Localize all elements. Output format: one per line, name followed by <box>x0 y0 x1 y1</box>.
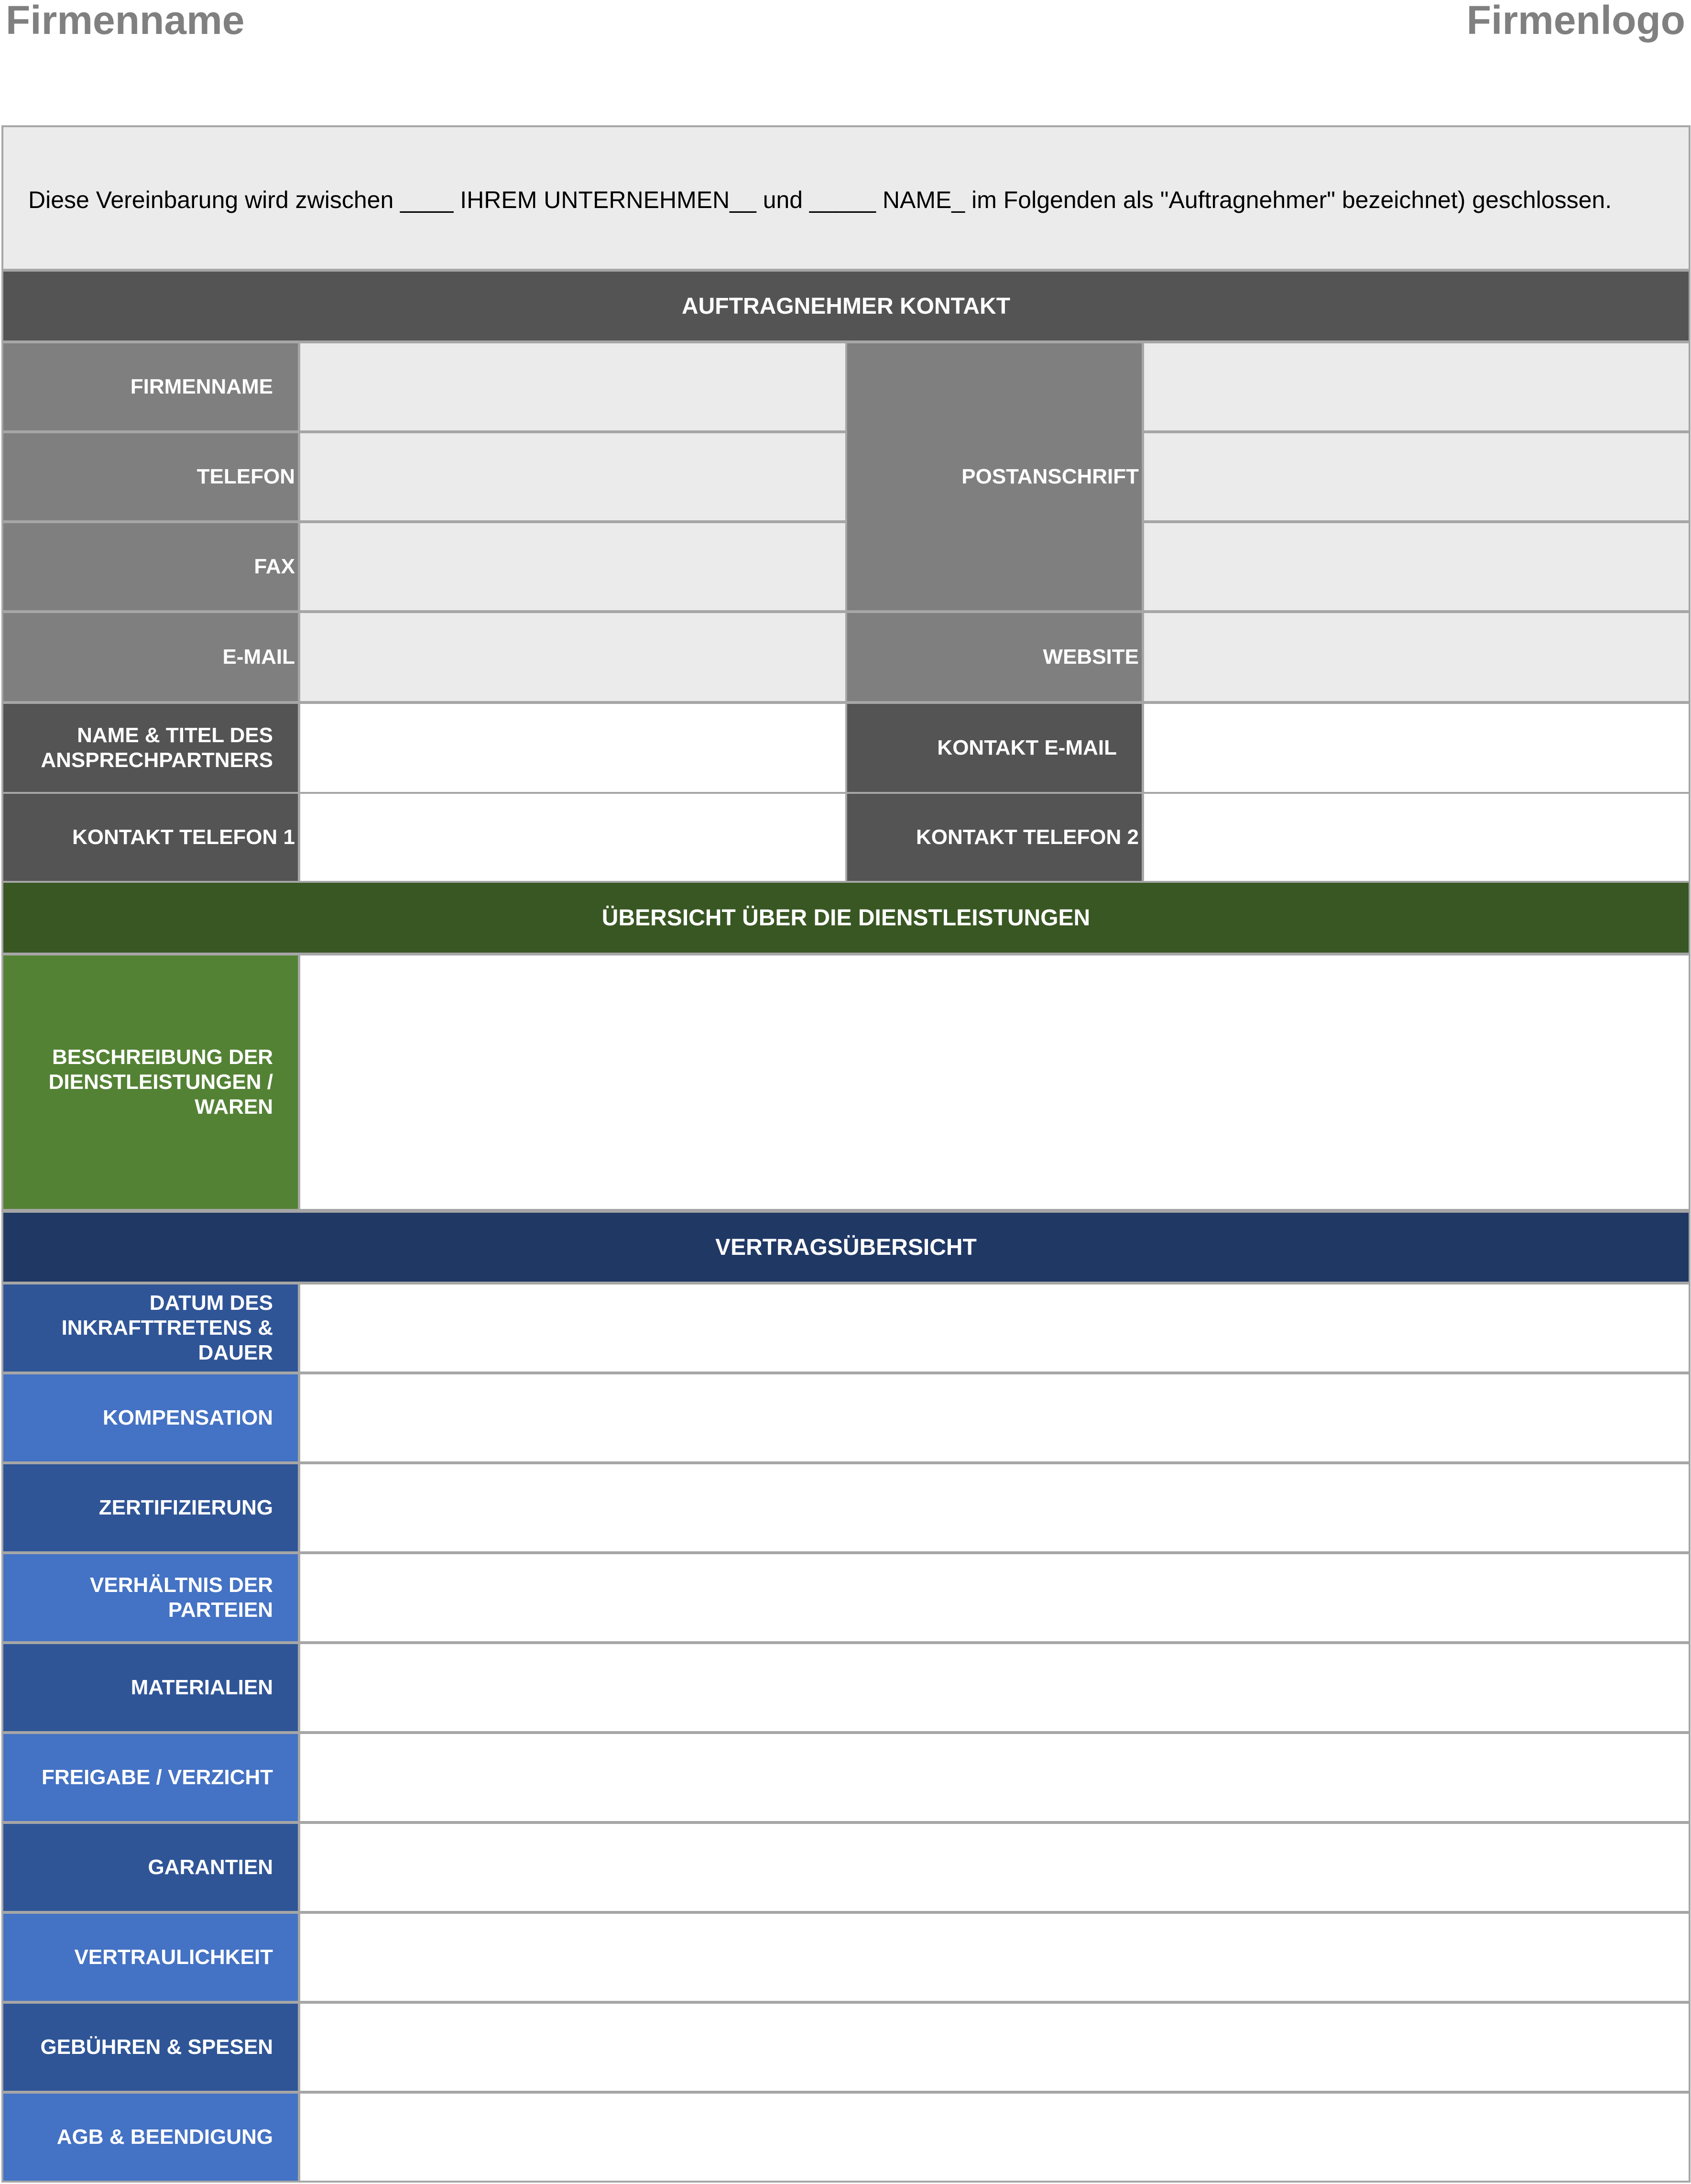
postanschrift-line-1[interactable] <box>1142 341 1691 432</box>
kontakt-telefon-2-field[interactable] <box>1142 792 1691 883</box>
telefon-field[interactable] <box>298 431 847 522</box>
email-field[interactable] <box>298 611 847 703</box>
contract-row-field[interactable] <box>298 1912 1691 2003</box>
contract-row-field[interactable] <box>298 2002 1691 2093</box>
contract-row-label: KOMPENSATION <box>1 1372 300 1463</box>
postanschrift-label: POSTANSCHRIFT <box>845 341 1144 612</box>
contract-row-label: VERHÄLTNIS DER PARTEIEN <box>1 1552 300 1643</box>
company-logo: Firmenlogo <box>1466 0 1685 43</box>
contract-row-label: GARANTIEN <box>1 1822 300 1913</box>
contract-row-field[interactable] <box>298 2092 1691 2183</box>
contract-row-label: DATUM DES INKRAFTTRETENS & DAUER <box>1 1283 300 1373</box>
contact-section-banner: AUFTRAGNEHMER KONTAKT <box>1 270 1691 342</box>
firmenname-field[interactable] <box>298 341 847 432</box>
company-name: Firmenname <box>6 0 245 43</box>
contract-row-field[interactable] <box>298 1372 1691 1463</box>
contract-row-field[interactable] <box>298 1822 1691 1913</box>
contract-row-field[interactable] <box>298 1732 1691 1823</box>
services-section-banner: ÜBERSICHT ÜBER DIE DIENSTLEISTUNGEN <box>1 881 1691 955</box>
contract-row-label: GEBÜHREN & SPESEN <box>1 2002 300 2093</box>
services-description-field[interactable] <box>298 954 1691 1211</box>
email-label: E-MAIL <box>1 611 300 703</box>
contract-row-label: MATERIALIEN <box>1 1642 300 1733</box>
ansprechpartner-label: NAME & TITEL DES ANSPRECHPARTNERS <box>1 702 300 794</box>
kontakt-telefon-1-field[interactable] <box>298 792 847 883</box>
contract-row-field[interactable] <box>298 1283 1691 1373</box>
contract-row-label: ZERTIFIZIERUNG <box>1 1462 300 1553</box>
kontakt-email-label: KONTAKT E-MAIL <box>845 702 1144 794</box>
contract-row-label: VERTRAULICHKEIT <box>1 1912 300 2003</box>
intro-statement[interactable]: Diese Vereinbarung wird zwischen ____ IHREM UNTERNEHMEN__ und _____ NAME_ im Folgenden als "Auftragnehmer" bezeichnet) geschlossen. <box>1 125 1691 271</box>
firmenname-label: FIRMENNAME <box>1 341 300 432</box>
postanschrift-line-3[interactable] <box>1142 521 1691 612</box>
fax-field[interactable] <box>298 521 847 612</box>
contract-row-field[interactable] <box>298 1462 1691 1553</box>
website-label: WEBSITE <box>845 611 1144 703</box>
kontakt-telefon-2-label: KONTAKT TELEFON 2 <box>845 792 1144 883</box>
kontakt-email-field[interactable] <box>1142 702 1691 794</box>
contract-section-banner: VERTRAGSÜBERSICHT <box>1 1211 1691 1284</box>
contract-row-field[interactable] <box>298 1552 1691 1643</box>
services-description-label: BESCHREIBUNG DER DIENSTLEISTUNGEN / WAREN <box>1 954 300 1211</box>
postanschrift-line-2[interactable] <box>1142 431 1691 522</box>
kontakt-telefon-1-label: KONTAKT TELEFON 1 <box>1 792 300 883</box>
contract-row-label: AGB & BEENDIGUNG <box>1 2092 300 2183</box>
ansprechpartner-field[interactable] <box>298 702 847 794</box>
website-field[interactable] <box>1142 611 1691 703</box>
telefon-label: TELEFON <box>1 431 300 522</box>
contract-row-field[interactable] <box>298 1642 1691 1733</box>
contract-row-label: FREIGABE / VERZICHT <box>1 1732 300 1823</box>
fax-label: FAX <box>1 521 300 612</box>
